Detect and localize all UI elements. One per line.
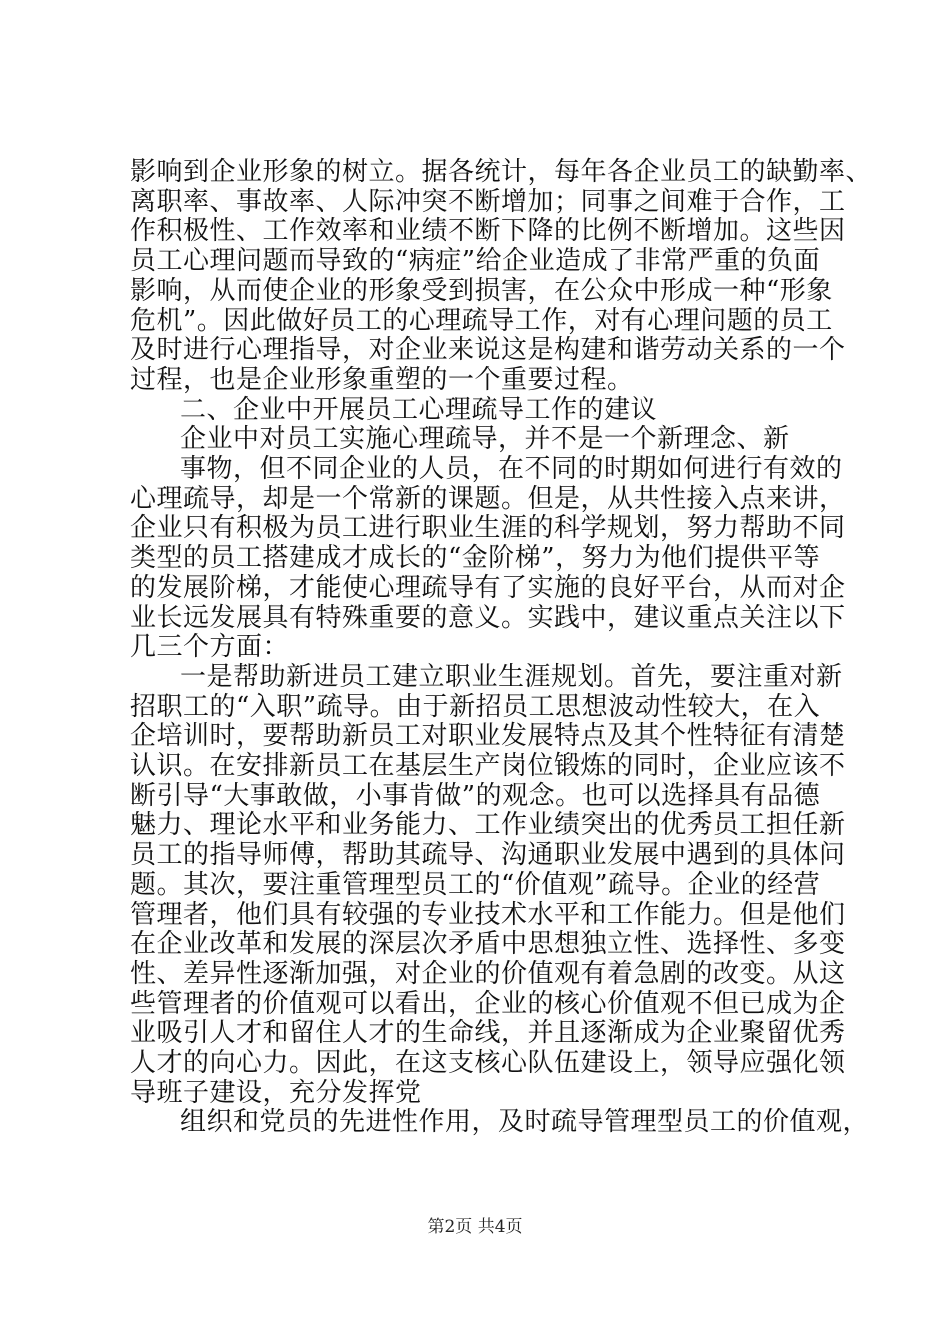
text-line: 危机”。因此做好员工的心理疏导工作，对有心理问题的员工 <box>130 305 833 336</box>
text-line: 组织和党员的先进性作用，及时疏导管理型员工的价值观， <box>180 1107 870 1138</box>
text-line: 人才的向心力。因此，在这支核心队伍建设上，领导应强化领 <box>130 1048 846 1078</box>
text-line: 员工的指导师傅，帮助其疏导、沟通职业发展中遇到的具体问 <box>130 840 846 871</box>
text-line: 性、差异性逐渐加强，对企业的价值观有着急剧的改变。从这 <box>130 958 846 989</box>
text-line: 作积极性、工作效率和业绩不断下降的比例不断增加。这些因 <box>130 216 846 247</box>
text-line: 在企业改革和发展的深层次矛盾中思想独立性、选择性、多变 <box>130 929 846 960</box>
text-line: 及时进行心理指导，对企业来说这是构建和谐劳动关系的一个 <box>130 335 846 366</box>
text-line: 导班子建设，充分发挥党 <box>130 1077 422 1108</box>
text-line: 员工心理问题而导致的“病症”给企业造成了非常严重的负面 <box>130 246 821 277</box>
text-line: 业吸引人才和留住人才的生命线，并且逐渐成为企业聚留优秀 <box>130 1018 846 1049</box>
text-line: 过程，也是企业形象重塑的一个重要过程。 <box>130 364 634 395</box>
text-line: 类型的员工搭建成才成长的“金阶梯”，努力为他们提供平等 <box>130 543 821 574</box>
text-line: 魅力、理论水平和业务能力、工作业绩突出的优秀员工担任新 <box>130 810 846 841</box>
section-heading: 二、企业中开展员工心理疏导工作的建议 <box>180 394 658 425</box>
text-line: 事物，但不同企业的人员，在不同的时期如何进行有效的 <box>180 454 843 484</box>
text-line: 离职率、事故率、人际冲突不断增加；同事之间难于合作，工 <box>130 186 846 217</box>
text-line: 断引导“大事敢做，小事肯做”的观念。也可以选择具有品德 <box>130 780 821 811</box>
text-line: 业长远发展具有特殊重要的意义。实践中，建议重点关注以下 <box>130 602 846 633</box>
text-line: 认识。在安排新员工在基层生产岗位锻炼的同时，企业应该不 <box>130 751 846 781</box>
text-line: 题。其次，要注重管理型员工的“价值观”疏导。企业的经营 <box>130 869 821 900</box>
text-line: 影响到企业形象的树立。据各统计，每年各企业员工的缺勤率、 <box>130 157 873 187</box>
text-line: 几三个方面： <box>130 632 290 663</box>
page-indicator: 第2页 共4页 <box>427 1217 523 1237</box>
text-line: 的发展阶梯，才能使心理疏导有了实施的良好平台，从而对企 <box>130 572 846 603</box>
text-line: 些管理者的价值观可以看出，企业的核心价值观不但已成为企 <box>130 988 846 1019</box>
text-line: 影响，从而使企业的形象受到损害，在公众中形成一种“形象 <box>130 275 833 306</box>
text-line: 企业中对员工实施心理疏导，并不是一个新理念、新 <box>180 424 790 455</box>
text-line: 一是帮助新进员工建立职业生涯规划。首先，要注重对新 <box>180 661 843 692</box>
text-line: 企培训时，要帮助新员工对职业发展特点及其个性特征有清楚 <box>130 721 846 752</box>
text-line: 企业只有积极为员工进行职业生涯的科学规划，努力帮助不同 <box>130 513 846 544</box>
text-line: 管理者，他们具有较强的专业技术水平和工作能力。但是他们 <box>130 899 846 930</box>
text-line: 心理疏导，却是一个常新的课题。但是，从共性接入点来讲， <box>130 483 846 514</box>
text-line: 招职工的“入职”疏导。由于新招员工思想波动性较大，在入 <box>130 691 821 722</box>
